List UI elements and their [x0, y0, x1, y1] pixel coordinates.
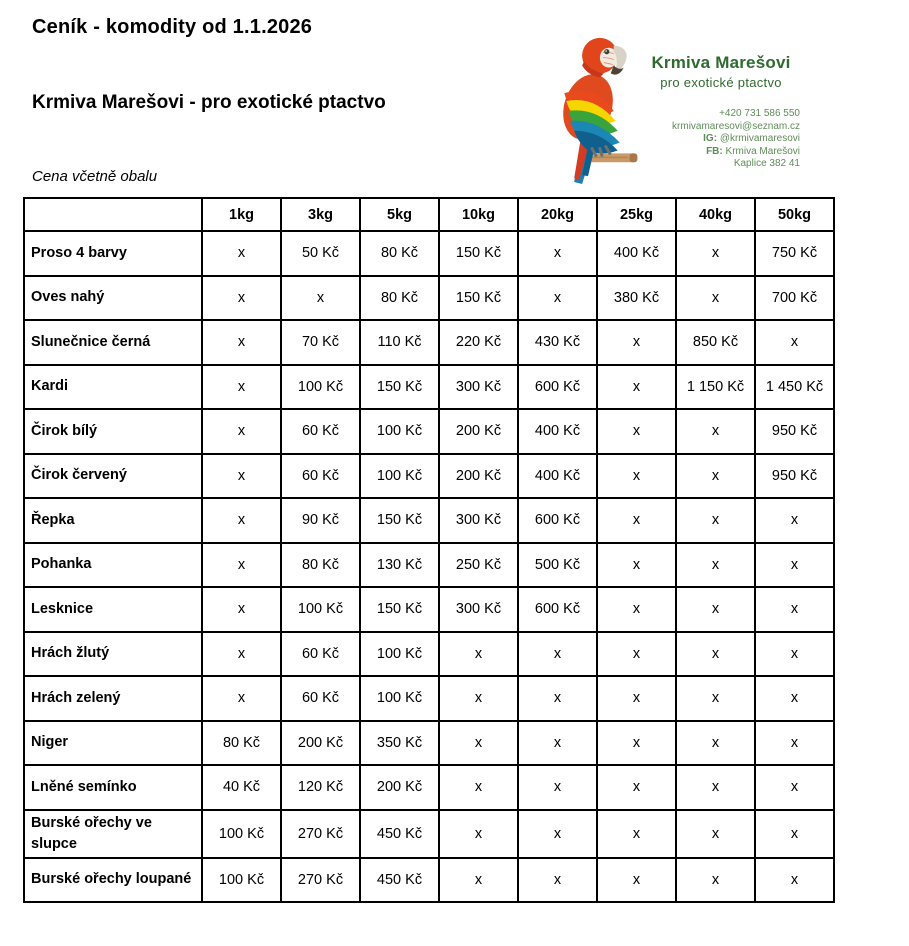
- column-header-50kg: 50kg: [755, 198, 834, 231]
- price-cell: x: [202, 365, 281, 410]
- price-cell: 600 Kč: [518, 365, 597, 410]
- price-cell: 750 Kč: [755, 231, 834, 276]
- price-cell: x: [676, 498, 755, 543]
- price-cell: x: [755, 498, 834, 543]
- price-cell: 950 Kč: [755, 454, 834, 499]
- row-label: Kardi: [24, 365, 202, 410]
- row-label: Řepka: [24, 498, 202, 543]
- column-header-25kg: 25kg: [597, 198, 676, 231]
- column-header-40kg: 40kg: [676, 198, 755, 231]
- price-cell: 350 Kč: [360, 721, 439, 766]
- row-label: Hrách žlutý: [24, 632, 202, 677]
- price-cell: 450 Kč: [360, 858, 439, 903]
- price-cell: 80 Kč: [360, 231, 439, 276]
- price-cell: 100 Kč: [281, 587, 360, 632]
- price-cell: 60 Kč: [281, 409, 360, 454]
- price-cell: x: [439, 810, 518, 858]
- price-cell: x: [755, 721, 834, 766]
- price-cell: 60 Kč: [281, 454, 360, 499]
- price-cell: 600 Kč: [518, 498, 597, 543]
- contact-email: krmivamaresovi@seznam.cz: [672, 120, 800, 132]
- contact-instagram: IG: @krmivamaresovi: [703, 133, 800, 144]
- table-row: [24, 587, 834, 632]
- price-cell: 100 Kč: [360, 454, 439, 499]
- price-cell: x: [439, 858, 518, 903]
- contact-facebook: FB: Krmiva Marešovi: [706, 145, 800, 157]
- table-row: [24, 320, 834, 365]
- price-cell: 200 Kč: [360, 765, 439, 810]
- price-cell: x: [202, 409, 281, 454]
- price-cell: x: [676, 543, 755, 588]
- price-cell: 100 Kč: [202, 858, 281, 903]
- brand-tagline: pro exotické ptactvo: [660, 75, 782, 90]
- price-cell: 500 Kč: [518, 543, 597, 588]
- price-cell: 100 Kč: [360, 409, 439, 454]
- price-cell: x: [439, 676, 518, 721]
- corner-cell: [24, 198, 202, 231]
- price-cell: 150 Kč: [439, 276, 518, 321]
- price-cell: 100 Kč: [281, 365, 360, 410]
- table-row: [24, 858, 834, 903]
- price-cell: 150 Kč: [360, 498, 439, 543]
- column-header-5kg: 5kg: [360, 198, 439, 231]
- price-cell: 80 Kč: [202, 721, 281, 766]
- price-cell: 380 Kč: [597, 276, 676, 321]
- price-cell: x: [755, 543, 834, 588]
- table-row: [24, 231, 834, 276]
- price-cell: 200 Kč: [281, 721, 360, 766]
- column-header-1kg: 1kg: [202, 198, 281, 231]
- price-cell: x: [597, 858, 676, 903]
- price-cell: x: [597, 543, 676, 588]
- price-cell: 270 Kč: [281, 858, 360, 903]
- price-cell: x: [676, 454, 755, 499]
- price-cell: x: [439, 632, 518, 677]
- row-label: Burské ořechy loupané: [24, 858, 202, 903]
- price-cell: x: [755, 632, 834, 677]
- price-cell: x: [518, 231, 597, 276]
- table-row: [24, 765, 834, 810]
- price-cell: 1 450 Kč: [755, 365, 834, 410]
- price-cell: x: [676, 721, 755, 766]
- price-cell: 600 Kč: [518, 587, 597, 632]
- price-cell: x: [202, 276, 281, 321]
- price-cell: x: [439, 721, 518, 766]
- table-header-row: [24, 198, 834, 231]
- price-cell: x: [755, 810, 834, 858]
- price-cell: x: [597, 676, 676, 721]
- price-cell: 80 Kč: [281, 543, 360, 588]
- price-cell: x: [597, 498, 676, 543]
- price-cell: 450 Kč: [360, 810, 439, 858]
- price-cell: x: [676, 276, 755, 321]
- price-cell: 50 Kč: [281, 231, 360, 276]
- row-label: Proso 4 barvy: [24, 231, 202, 276]
- table-row: [24, 454, 834, 499]
- price-cell: 150 Kč: [360, 365, 439, 410]
- price-cell: x: [281, 276, 360, 321]
- price-cell: x: [202, 587, 281, 632]
- price-cell: 220 Kč: [439, 320, 518, 365]
- price-cell: x: [755, 320, 834, 365]
- price-note: Cena včetně obalu: [32, 168, 158, 185]
- price-cell: x: [202, 320, 281, 365]
- table-row: [24, 409, 834, 454]
- price-cell: x: [676, 810, 755, 858]
- table-row: [24, 676, 834, 721]
- price-cell: 430 Kč: [518, 320, 597, 365]
- price-cell: 400 Kč: [597, 231, 676, 276]
- row-label: Čirok červený: [24, 454, 202, 499]
- table-row: [24, 365, 834, 410]
- price-cell: x: [597, 721, 676, 766]
- row-label: Oves nahý: [24, 276, 202, 321]
- price-cell: x: [597, 587, 676, 632]
- price-cell: x: [518, 765, 597, 810]
- price-cell: x: [518, 676, 597, 721]
- price-cell: 200 Kč: [439, 409, 518, 454]
- contact-phone: +420 731 586 550: [719, 108, 800, 119]
- price-cell: 400 Kč: [518, 409, 597, 454]
- price-cell: x: [597, 632, 676, 677]
- row-label: Niger: [24, 721, 202, 766]
- price-cell: 300 Kč: [439, 587, 518, 632]
- table-row: [24, 721, 834, 766]
- price-cell: 100 Kč: [360, 632, 439, 677]
- price-cell: 1 150 Kč: [676, 365, 755, 410]
- table-row: [24, 543, 834, 588]
- price-cell: 60 Kč: [281, 676, 360, 721]
- price-cell: 150 Kč: [439, 231, 518, 276]
- price-cell: 300 Kč: [439, 498, 518, 543]
- price-cell: 400 Kč: [518, 454, 597, 499]
- price-cell: 100 Kč: [202, 810, 281, 858]
- price-cell: 80 Kč: [360, 276, 439, 321]
- price-cell: x: [676, 409, 755, 454]
- price-cell: 70 Kč: [281, 320, 360, 365]
- price-cell: x: [676, 632, 755, 677]
- price-cell: x: [202, 632, 281, 677]
- price-cell: x: [597, 320, 676, 365]
- row-label: Čirok bílý: [24, 409, 202, 454]
- price-cell: x: [597, 810, 676, 858]
- price-cell: x: [676, 676, 755, 721]
- column-header-10kg: 10kg: [439, 198, 518, 231]
- price-cell: 150 Kč: [360, 587, 439, 632]
- price-cell: x: [597, 454, 676, 499]
- price-cell: 700 Kč: [755, 276, 834, 321]
- price-cell: x: [676, 587, 755, 632]
- row-label: Hrách zelený: [24, 676, 202, 721]
- price-cell: x: [202, 543, 281, 588]
- price-cell: x: [755, 858, 834, 903]
- price-cell: 200 Kč: [439, 454, 518, 499]
- price-cell: x: [202, 454, 281, 499]
- price-cell: x: [518, 276, 597, 321]
- price-cell: 120 Kč: [281, 765, 360, 810]
- price-cell: x: [439, 765, 518, 810]
- price-cell: x: [597, 365, 676, 410]
- price-cell: 270 Kč: [281, 810, 360, 858]
- row-label: Pohanka: [24, 543, 202, 588]
- table-row: [24, 632, 834, 677]
- price-cell: x: [676, 231, 755, 276]
- price-cell: x: [597, 765, 676, 810]
- price-cell: 130 Kč: [360, 543, 439, 588]
- price-cell: x: [676, 765, 755, 810]
- contact-info: [570, 108, 800, 171]
- price-cell: 950 Kč: [755, 409, 834, 454]
- price-cell: x: [755, 676, 834, 721]
- price-table: [23, 197, 835, 903]
- price-cell: 40 Kč: [202, 765, 281, 810]
- price-cell: x: [202, 498, 281, 543]
- price-cell: 250 Kč: [439, 543, 518, 588]
- price-cell: 90 Kč: [281, 498, 360, 543]
- price-cell: x: [202, 231, 281, 276]
- price-cell: x: [755, 587, 834, 632]
- price-cell: x: [518, 810, 597, 858]
- column-header-20kg: 20kg: [518, 198, 597, 231]
- price-cell: 300 Kč: [439, 365, 518, 410]
- price-cell: 100 Kč: [360, 676, 439, 721]
- price-cell: x: [518, 632, 597, 677]
- table-row: [24, 498, 834, 543]
- row-label: Burské ořechy ve slupce: [24, 810, 202, 858]
- page-subtitle: Krmiva Marešovi - pro exotické ptactvo: [32, 92, 386, 113]
- price-cell: 60 Kč: [281, 632, 360, 677]
- row-label: Slunečnice černá: [24, 320, 202, 365]
- row-label: Lněné semínko: [24, 765, 202, 810]
- price-cell: x: [755, 765, 834, 810]
- table-body: [24, 231, 834, 902]
- table-row: [24, 810, 834, 858]
- brand-name: Krmiva Marešovi: [651, 53, 791, 72]
- price-cell: x: [676, 858, 755, 903]
- price-cell: x: [597, 409, 676, 454]
- column-header-3kg: 3kg: [281, 198, 360, 231]
- row-label: Lesknice: [24, 587, 202, 632]
- price-cell: x: [518, 858, 597, 903]
- price-cell: 110 Kč: [360, 320, 439, 365]
- price-cell: x: [518, 721, 597, 766]
- price-cell: x: [202, 676, 281, 721]
- company-logo: [530, 25, 875, 190]
- price-cell: 850 Kč: [676, 320, 755, 365]
- table-row: [24, 276, 834, 321]
- page-title: Ceník - komodity od 1.1.2026: [32, 16, 313, 38]
- contact-address: Kaplice 382 41: [733, 158, 800, 169]
